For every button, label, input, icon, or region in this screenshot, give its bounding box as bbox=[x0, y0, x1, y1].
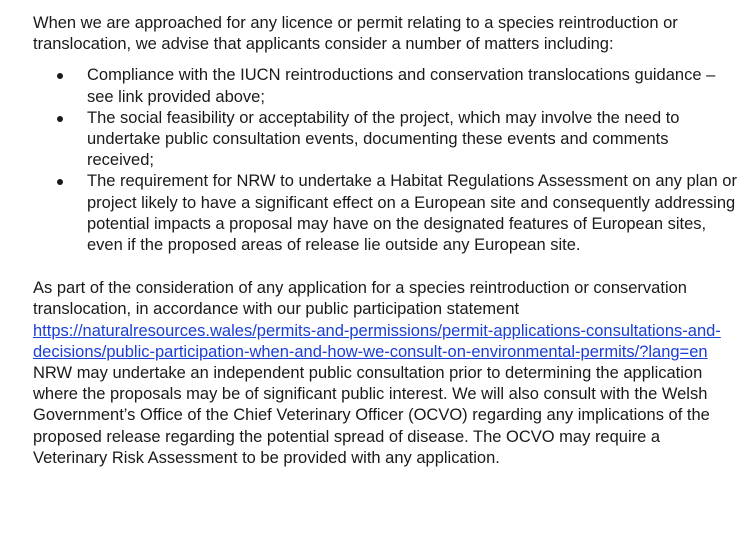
list-item-text: Compliance with the IUCN reintroductions and conservation translocations guidance – see link provided above; bbox=[87, 66, 716, 106]
list-item bbox=[33, 65, 738, 107]
consultation-text-before-link: As part of the consideration of any application for a species reintroduction or conservation translocation, in accordance with our public participation statement bbox=[33, 279, 687, 319]
bullet-icon bbox=[57, 179, 63, 185]
list-item bbox=[33, 171, 738, 256]
consultation-text-after-link: NRW may undertake an independent public consultation prior to determining the application where the proposals may be of significant public interest. We will also consult with the Welsh Government’s Office of the Chief Veterinary Officer (OCVO) regarding any implications of the proposed release regarding the potential spread of disease. The OCVO may require a Veterinary Risk Assessment to be provided with any application. bbox=[33, 364, 710, 467]
bullet-icon bbox=[57, 116, 63, 122]
considerations-list bbox=[33, 65, 738, 256]
document-body bbox=[33, 13, 738, 469]
list-item-text: The requirement for NRW to undertake a Habitat Regulations Assessment on any plan or project likely to have a significant effect on a European site and consequently addressing potential impacts a proposal may have on the designated features of European sites, even if the proposed areas of release lie outside any European site. bbox=[87, 172, 737, 255]
list-item-text: The social feasibility or acceptability of the project, which may involve the need to undertake public consultation events, documenting these events and comments received; bbox=[87, 108, 680, 170]
bullet-icon bbox=[57, 73, 63, 79]
consultation-paragraph bbox=[33, 278, 738, 469]
intro-paragraph: When we are approached for any licence or permit relating to a species reintroduction or translocation, we advise that applicants consider a number of matters including: bbox=[33, 14, 678, 54]
list-item bbox=[33, 108, 738, 172]
public-participation-link[interactable]: https://naturalresources.wales/permits-and-permissions/permit-applications-consultations-and-decisions/public-participation-when-and-how-we-consult-on-environmental-permits/?lang=en bbox=[33, 321, 721, 361]
